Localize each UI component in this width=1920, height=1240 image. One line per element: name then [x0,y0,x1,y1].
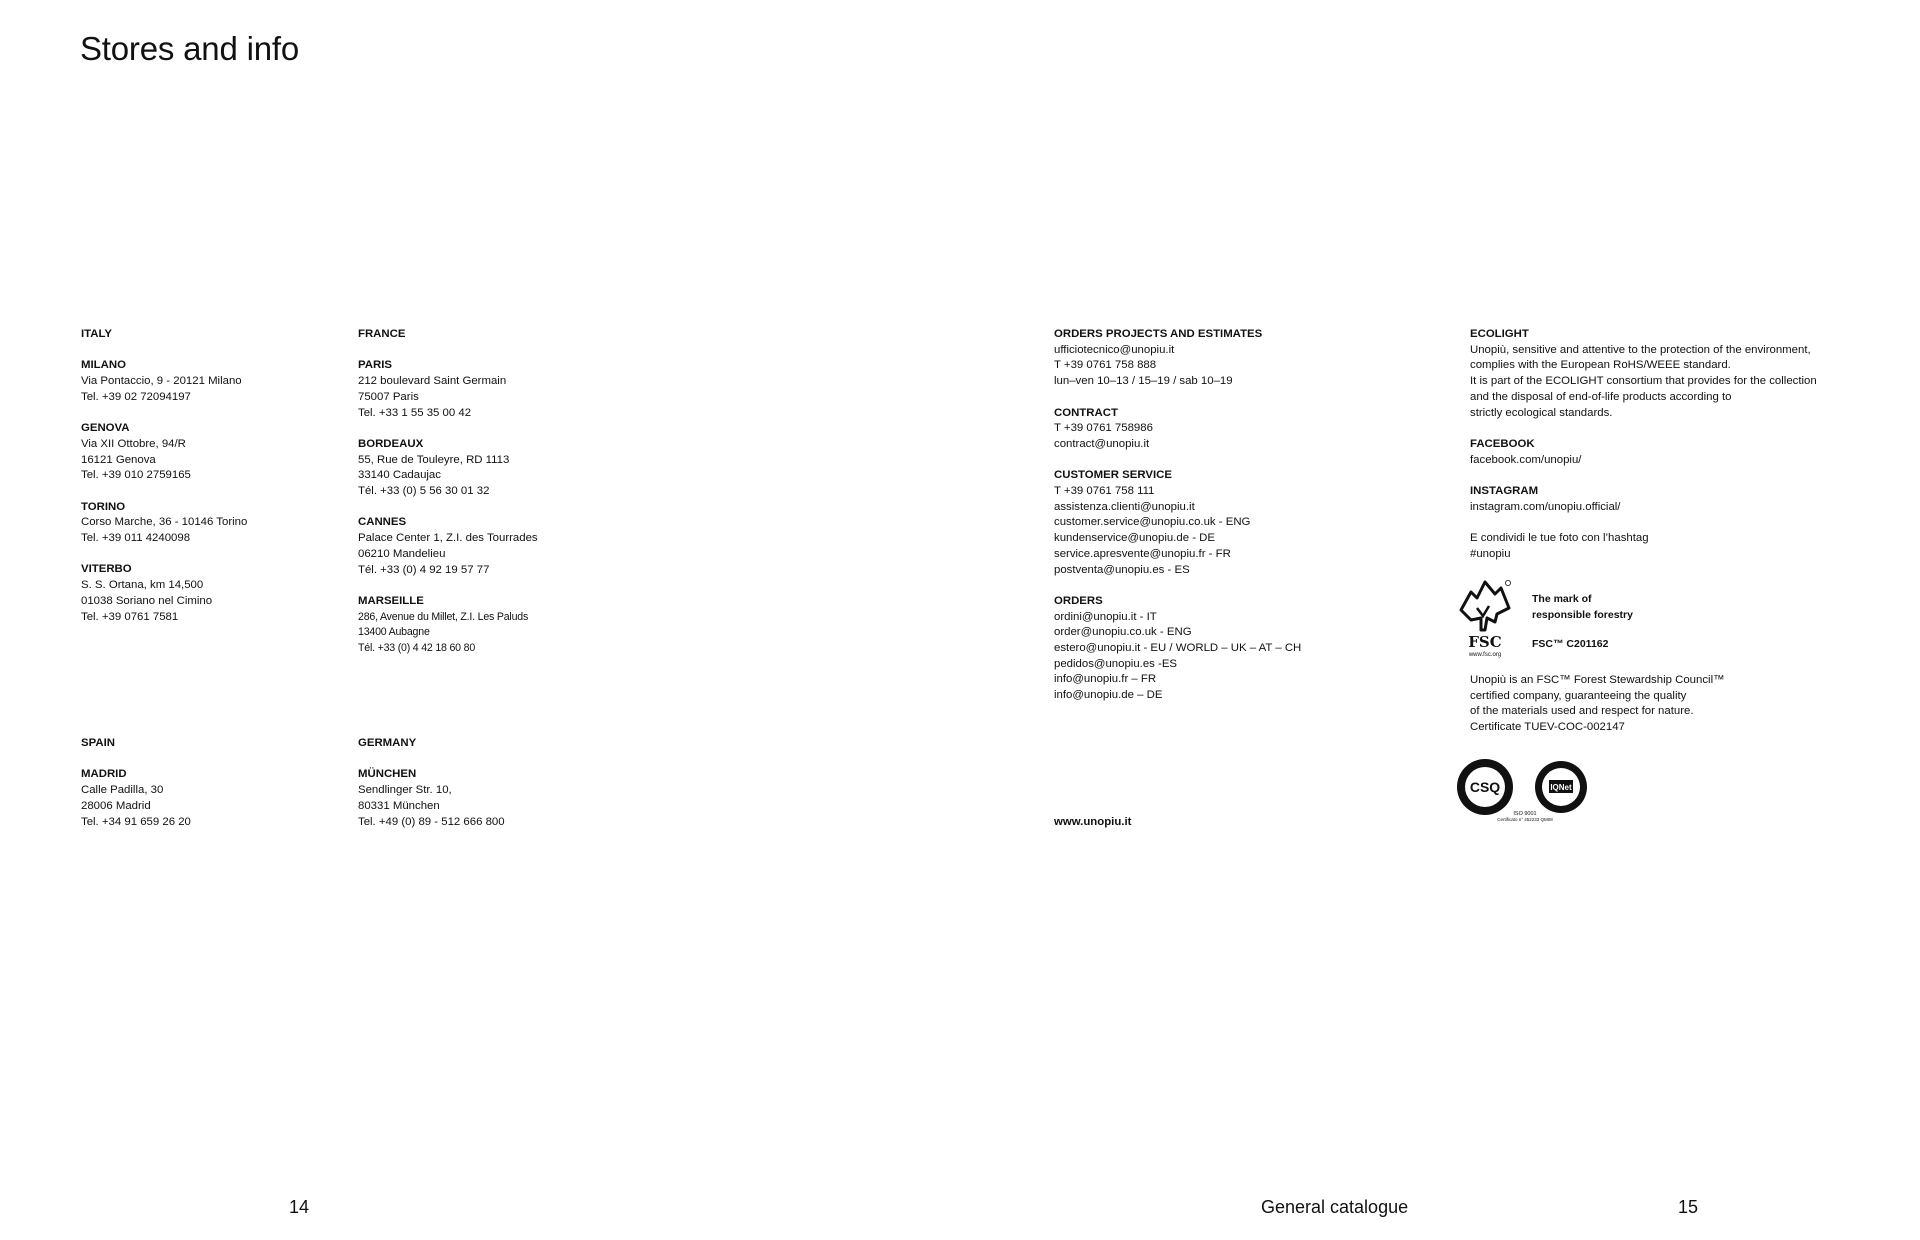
right-page-number: 15 [1678,1197,1699,1217]
hashtag: #unopiu [1470,547,1511,560]
contact-hours: lun–ven 10–13 / 15–19 / sab 10–19 [1054,375,1233,388]
contact-email[interactable]: contract@unopiu.it [1054,437,1150,450]
contact-email[interactable]: service.apresvente@unopiu.fr - FR [1054,547,1231,560]
info-instagram [1470,484,1817,515]
store-marseille [358,594,538,657]
store-postcode: 13400 Aubagne [358,626,430,639]
info-text: and the disposal of end-of-life products according to [1470,390,1732,403]
contact-orders [1054,594,1301,704]
fsc-logo-icon [1455,578,1513,658]
contact-email[interactable]: ufficiotecnico@unopiu.it [1054,343,1175,356]
region-heading-germany: GERMANY [358,737,417,749]
info-text: It is part of the ECOLIGHT consortium that provides for the collection [1470,375,1817,388]
store-phone: Tél. +33 (0) 5 56 30 01 32 [358,485,490,497]
fsc-description-line: Unopiù is an FSC™ Forest Stewardship Council™ [1470,674,1725,686]
iso-line: ISO 9001 [1513,811,1537,817]
store-city: MARSEILLE [358,594,424,607]
contact-email[interactable]: customer.service@unopiu.co.uk - ENG [1054,516,1251,529]
store-phone: Tél. +33 (0) 4 42 18 60 80 [358,642,476,654]
store-city: VITERBO [81,563,132,576]
info-facebook [1470,437,1817,468]
region-heading-italy: ITALY [81,328,113,340]
iqnet-logo-text: IQNet [1550,783,1572,792]
info-column [1470,327,1817,563]
instagram-link[interactable]: instagram.com/unopiu.official/ [1470,500,1621,513]
store-address: S. S. Ortana, km 14,500 [81,579,204,592]
contact-customer-service [1054,468,1301,578]
contact-heading: CONTRACT [1054,406,1118,419]
info-heading: ECOLIGHT [1470,328,1529,340]
contacts-column [1054,327,1301,704]
store-address: Via Pontaccio, 9 - 20121 Milano [81,375,242,388]
iqnet-logo-icon [1535,761,1587,813]
store-postcode: 06210 Mandelieu [358,547,446,560]
fsc-mark [1455,578,1645,658]
page-title: Stores and info [80,30,299,67]
store-paris [358,358,538,421]
contact-email[interactable]: postventa@unopiu.es - ES [1054,563,1190,576]
contact-email[interactable]: info@unopiu.fr – FR [1054,673,1157,686]
region-heading-france: FRANCE [358,328,406,340]
fsc-description [1470,673,1725,736]
contact-phone: T +39 0761 758 111 [1054,485,1155,497]
info-heading: INSTAGRAM [1470,485,1539,497]
hashtag-text: E condividi le tue foto con l’hashtag [1470,532,1649,545]
info-text: strictly ecological standards. [1470,406,1613,419]
contact-email[interactable]: ordini@unopiu.it - IT [1054,610,1157,623]
italy-column [81,327,247,625]
store-phone: Tel. +49 (0) 89 - 512 666 800 [358,815,505,828]
contact-heading: ORDERS [1054,594,1103,607]
fsc-logo-url: www.fsc.org [1468,652,1502,658]
store-postcode: 01038 Soriano nel Cimino [81,594,213,607]
store-postcode: 75007 Paris [358,390,419,403]
france-column [358,327,538,657]
store-address: Palace Center 1, Z.I. des Tourrades [358,532,538,545]
fsc-mark-line: The mark of [1532,593,1592,605]
store-city: CANNES [358,516,407,529]
store-city: MILANO [81,359,126,372]
info-heading: FACEBOOK [1470,437,1535,450]
spain-column [81,736,191,830]
store-city: GENOVA [81,422,130,435]
fsc-description-line: of the materials used and respect for nature. [1470,705,1694,718]
contact-email[interactable]: assistenza.clienti@unopiu.it [1054,500,1195,513]
contact-heading: ORDERS PROJECTS AND ESTIMATES [1054,328,1263,340]
certificate-line: Certificato n° 452233 QM08 [1497,817,1553,822]
website-link[interactable]: www.unopiu.it [1054,816,1132,828]
store-torino [81,500,247,547]
store-phone: Tél. +33 (0) 4 92 19 57 77 [358,563,490,576]
store-phone: Tel. +39 02 72094197 [81,390,191,403]
region-heading-spain: SPAIN [81,737,115,749]
info-hashtag [1470,531,1817,562]
store-address: 286, Avenue du Millet, Z.I. Les Paluds [358,610,529,623]
contact-orders-projects [1054,327,1301,390]
store-bordeaux [358,437,538,500]
contact-email[interactable]: info@unopiu.de – DE [1054,689,1163,702]
info-ecolight [1470,327,1817,421]
left-page-number: 14 [289,1197,310,1217]
store-phone: Tel. +34 91 659 26 20 [81,815,191,828]
store-phone: Tel. +39 010 2759165 [81,469,191,482]
store-milano [81,358,247,405]
germany-column [358,736,505,830]
store-phone: Tel. +39 0761 7581 [81,610,179,623]
store-address: 212 boulevard Saint Germain [358,375,507,388]
catalogue-label: General catalogue [1261,1197,1409,1217]
fsc-mark-line: responsible forestry [1532,608,1633,621]
certification-logos [1455,757,1595,823]
fsc-logo-text: FSC [1468,633,1502,651]
store-viterbo [81,562,247,625]
store-city: MÜNCHEN [358,768,417,781]
store-postcode: 80331 München [358,799,440,812]
store-address: Sendlinger Str. 10, [358,784,452,797]
store-madrid [81,767,191,830]
csq-logo-icon [1457,759,1513,815]
store-address: Via XII Ottobre, 94/R [81,437,186,450]
contact-heading: CUSTOMER SERVICE [1054,469,1172,482]
contact-contract [1054,406,1301,453]
store-city: MADRID [81,768,127,781]
contact-email[interactable]: pedidos@unopiu.es -ES [1054,657,1178,670]
store-phone: Tel. +33 1 55 35 00 42 [358,406,472,419]
contact-email[interactable]: order@unopiu.co.uk - ENG [1054,626,1192,639]
store-phone: Tel. +39 011 4240098 [81,532,191,545]
fsc-description-line: Certificate TUEV-COC-002147 [1470,721,1625,734]
store-munchen [358,767,505,830]
facebook-link[interactable]: facebook.com/unopiu/ [1470,453,1582,466]
store-postcode: 28006 Madrid [81,799,151,812]
contact-email[interactable]: estero@unopiu.it - EU / WORLD – UK – AT – CH [1054,642,1302,655]
fsc-code: FSC™ C201162 [1532,638,1609,650]
store-city: PARIS [358,359,392,372]
csq-logo-text: CSQ [1469,779,1501,795]
info-text: Unopiù, sensitive and attentive to the protection of the environment, [1470,343,1811,356]
contact-email[interactable]: kundenservice@unopiu.de - DE [1054,532,1215,545]
store-address: Corso Marche, 36 - 10146 Torino [81,516,248,529]
store-city: BORDEAUX [358,437,424,450]
fsc-description-line: certified company, guaranteeing the quality [1470,689,1687,702]
store-cannes [358,515,538,578]
store-genova [81,421,247,484]
store-city: TORINO [81,500,126,513]
fsc-mark-text [1532,592,1633,623]
store-address: Calle Padilla, 30 [81,784,164,797]
store-postcode: 16121 Genova [81,453,156,466]
contact-phone: T +39 0761 758 888 [1054,359,1157,372]
contact-phone: T +39 0761 758986 [1054,422,1153,435]
store-address: 55, Rue de Touleyre, RD 1113 [358,453,510,466]
store-postcode: 33140 Cadaujac [358,469,441,482]
info-text: complies with the European RoHS/WEEE standard. [1470,359,1731,372]
